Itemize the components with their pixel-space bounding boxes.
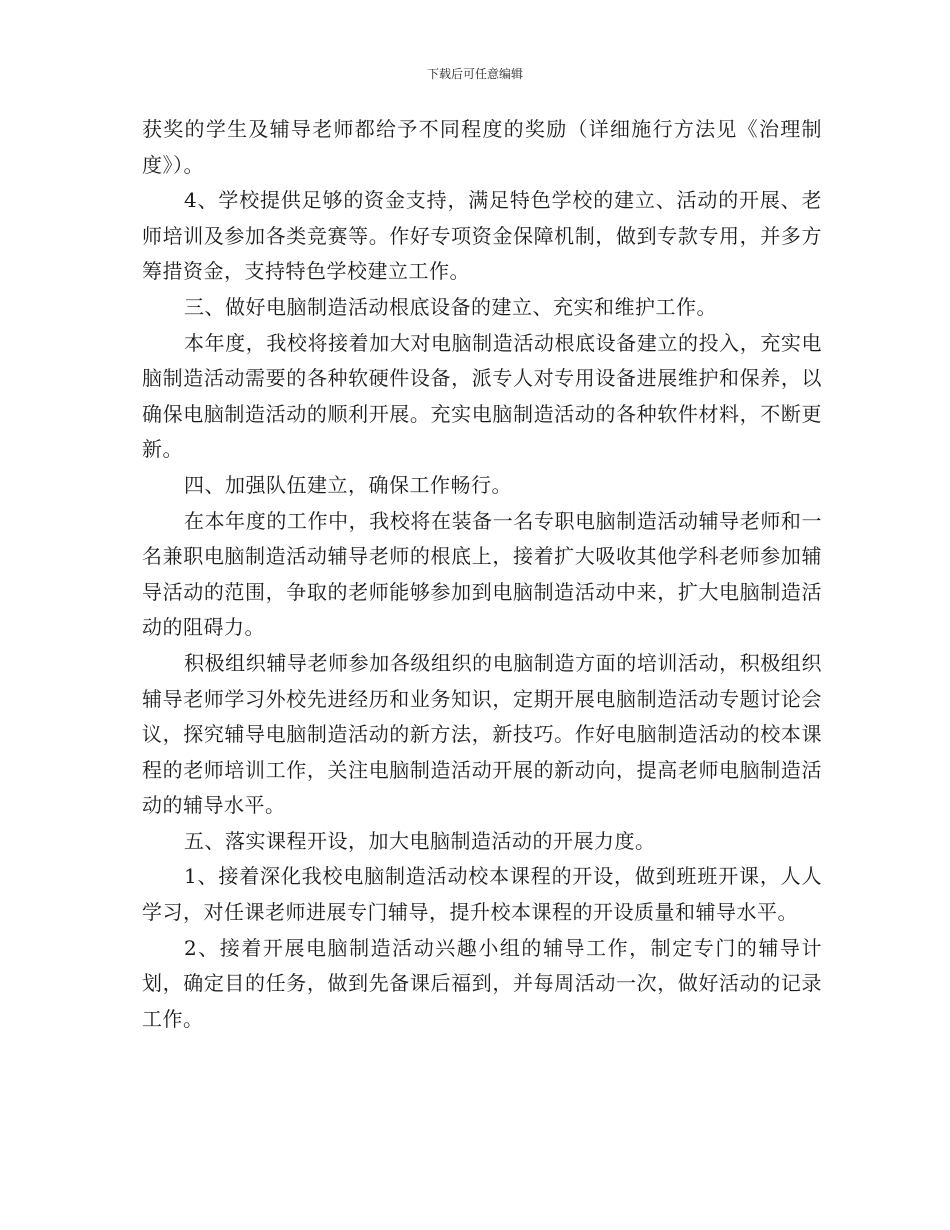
paragraph: 1、接着深化我校电脑制造活动校本课程的开设，做到班班开课，人人学习，对任课老师进展专门辅导，提升校本课程的开设质量和辅导水平。 [142, 864, 822, 925]
paragraph: 积极组织辅导老师参加各级组织的电脑制造方面的培训活动，积极组织辅导老师学习外校先进经历和业务知识，定期开展电脑制造活动专题讨论会议，探究辅导电脑制造活动的新方法，新技巧。作好电脑制造活动的校本课程的老师培训工作，关注电脑制造活动开展的新动向，提高老师电脑制造活动的辅导水平。 [142, 650, 822, 818]
section-heading: 五、落实课程开设，加大电脑制造活动的开展力度。 [184, 828, 656, 853]
paragraph: 在本年度的工作中，我校将在装备一名专职电脑制造活动辅导老师和一名兼职电脑制造活动辅导老师的根底上，接着扩大吸收其他学科老师参加辅导活动的范围，争取的老师能够参加到电脑制造活动中来，扩大电脑制造活动的阻碍力。 [142, 508, 822, 640]
document-body [142, 112, 822, 1037]
paragraph: 本年度，我校将接着加大对电脑制造活动根底设备建立的投入，充实电脑制造活动需要的各种软硬件设备，派专人对专用设备进展维护和保养，以确保电脑制造活动的顺利开展。充实电脑制造活动的各种软件材料，不断更新。 [142, 330, 822, 462]
section-heading: 四、加强队伍建立，确保工作畅行。 [184, 472, 512, 497]
paragraph: 获奖的学生及辅导老师都给予不同程度的奖励（详细施行方法见《治理制度》）。 [142, 117, 822, 177]
page-header: 下载后可任意编辑 [426, 67, 523, 81]
paragraph: 2、接着开展电脑制造活动兴趣小组的辅导工作，制定专门的辅导计划，确定目的任务，做到先备课后福到，并每周活动一次，做好活动的记录工作。 [142, 935, 822, 1031]
paragraph: 4、学校提供足够的资金支持，满足特色学校的建立、活动的开展、老师培训及参加各类竞赛等。作好专项资金保障机制，做到专款专用，并多方筹措资金，支持特色学校建立工作。 [142, 188, 822, 284]
section-heading: 三、做好电脑制造活动根底设备的建立、充实和维护工作。 [184, 294, 717, 319]
